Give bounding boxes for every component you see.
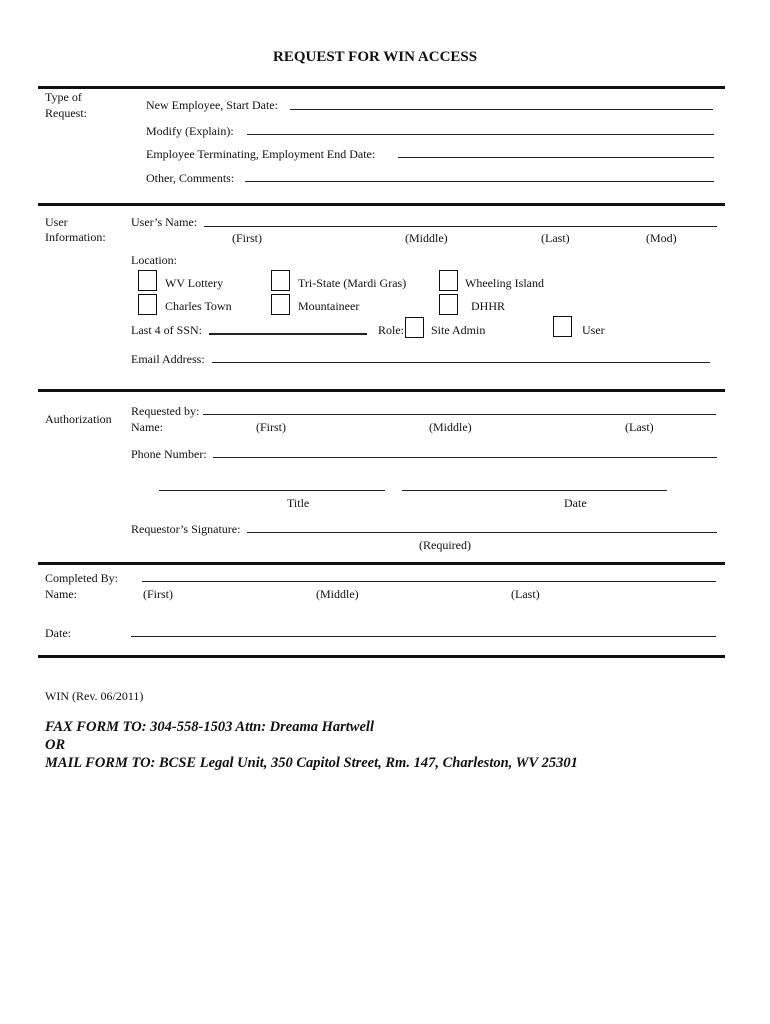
auth-last-caption: (Last) (625, 420, 654, 434)
completed-by-label: Completed By: (45, 571, 118, 585)
location-label: Location: (131, 253, 177, 267)
modify-label: Modify (Explain): (146, 124, 234, 138)
email-field[interactable] (212, 362, 710, 363)
auth-middle-caption: (Middle) (429, 420, 472, 434)
last-caption: (Last) (541, 231, 570, 245)
title-caption: Title (287, 496, 310, 510)
user-info-label: User (45, 215, 68, 229)
charles-town-label: Charles Town (165, 299, 232, 313)
section-divider (38, 655, 725, 658)
or-text: OR (45, 737, 66, 753)
section-divider (38, 389, 725, 392)
type-of-request-label: Type of (45, 90, 82, 104)
completed-first-caption: (First) (143, 587, 173, 601)
mountaineer-checkbox[interactable] (271, 294, 290, 315)
phone-label: Phone Number: (131, 447, 207, 461)
completed-by-field[interactable] (142, 581, 716, 582)
page-title: REQUEST FOR WIN ACCESS (273, 49, 478, 65)
modify-explain-field[interactable] (247, 134, 714, 135)
users-name-label: User’s Name: (131, 215, 198, 229)
phone-field[interactable] (213, 457, 717, 458)
signature-label: Requestor’s Signature: (131, 522, 241, 536)
new-employee-label: New Employee, Start Date: (146, 98, 278, 112)
wv-lottery-label: WV Lottery (165, 276, 224, 290)
auth-first-caption: (First) (256, 420, 286, 434)
mail-instructions: MAIL FORM TO: BCSE Legal Unit, 350 Capitol Street, Rm. 147, Charleston, WV 25301 (45, 755, 578, 771)
email-label: Email Address: (131, 352, 205, 366)
date-caption: Date (564, 496, 587, 510)
dhhr-label: DHHR (471, 299, 506, 313)
type-of-request-label-2: Request: (45, 106, 87, 120)
role-label: Role: (378, 323, 404, 337)
revision-label: WIN (Rev. 06/2011) (45, 689, 144, 703)
signature-field[interactable] (247, 532, 717, 533)
terminating-label: Employee Terminating, Employment End Date: (146, 147, 376, 161)
users-name-field[interactable] (204, 226, 717, 227)
section-divider (38, 86, 725, 89)
completed-middle-caption: (Middle) (316, 587, 359, 601)
mountaineer-label: Mountaineer (298, 299, 360, 313)
fax-instructions: FAX FORM TO: 304-558-1503 Attn: Dreama Hartwell (45, 719, 374, 735)
dhhr-checkbox[interactable] (439, 294, 458, 315)
charles-town-checkbox[interactable] (138, 294, 157, 315)
authorization-label: Authorization (45, 412, 112, 426)
user-role-checkbox[interactable] (553, 316, 572, 337)
date-field[interactable] (402, 490, 667, 491)
comments-field[interactable] (245, 181, 714, 182)
completed-last-caption: (Last) (511, 587, 540, 601)
first-caption: (First) (232, 231, 262, 245)
name-label: Name: (131, 420, 163, 434)
middle-caption: (Middle) (405, 231, 448, 245)
user-role-label: User (582, 323, 605, 337)
completed-name-label: Name: (45, 587, 77, 601)
other-comments-label: Other, Comments: (146, 171, 235, 185)
site-admin-label: Site Admin (431, 323, 486, 337)
completed-date-field[interactable] (131, 636, 716, 637)
wheeling-island-label: Wheeling Island (465, 276, 544, 290)
ssn-label: Last 4 of SSN: (131, 323, 203, 337)
tri-state-label: Tri-State (Mardi Gras) (298, 276, 407, 290)
mod-caption: (Mod) (646, 231, 677, 245)
requested-by-label: Requested by: (131, 404, 200, 418)
site-admin-checkbox[interactable] (405, 317, 424, 338)
user-info-label-2: Information: (45, 230, 106, 244)
ssn-field[interactable] (209, 333, 367, 335)
completed-date-label: Date: (45, 626, 71, 640)
tri-state-checkbox[interactable] (271, 270, 290, 291)
wv-lottery-checkbox[interactable] (138, 270, 157, 291)
section-divider (38, 562, 725, 565)
title-field[interactable] (159, 490, 385, 491)
end-date-field[interactable] (398, 157, 714, 158)
start-date-field[interactable] (290, 109, 713, 110)
wheeling-island-checkbox[interactable] (439, 270, 458, 291)
required-caption: (Required) (419, 538, 471, 552)
requested-by-field[interactable] (203, 414, 716, 415)
section-divider (38, 203, 725, 206)
